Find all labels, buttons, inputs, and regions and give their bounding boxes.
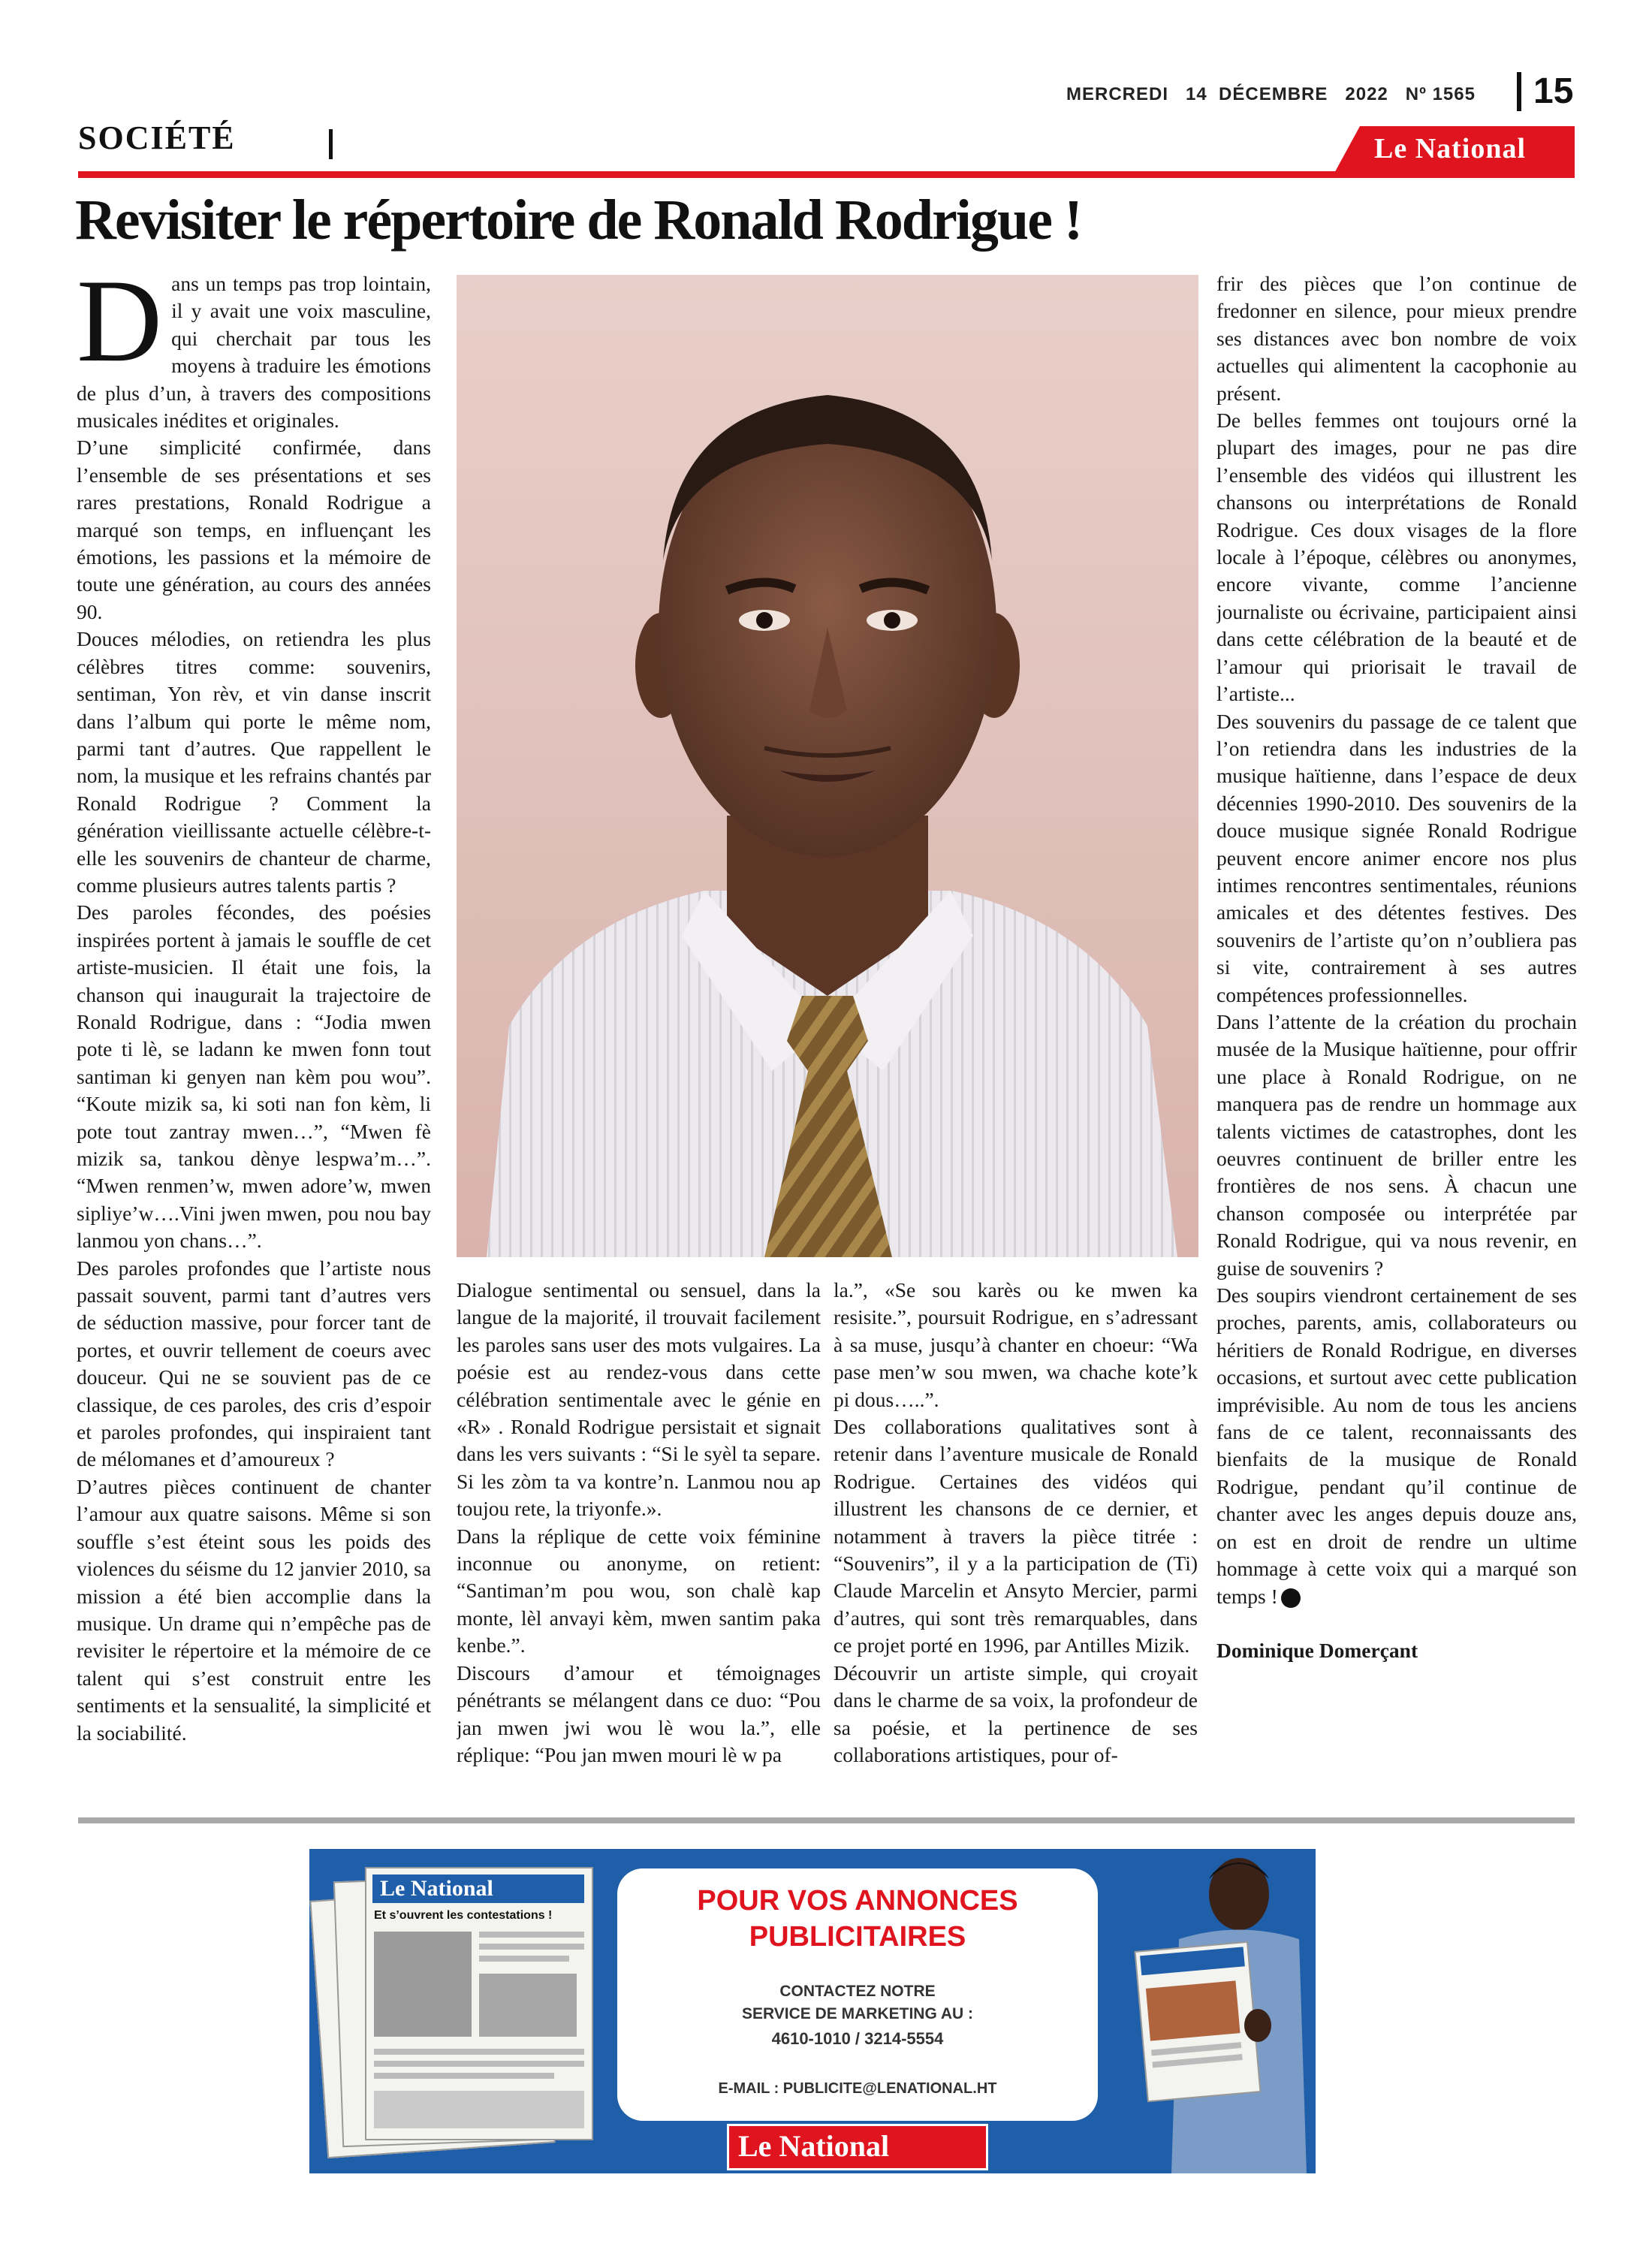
article-column-2 [457, 1277, 821, 1802]
ad-phone-numbers[interactable]: 4610-1010 / 3214-5554 [771, 2029, 944, 2048]
article-column-4 [1216, 270, 1577, 1772]
paper-text-line [479, 1944, 584, 1950]
paragraph: Des collaborations qualitatives sont à retenir dans l’aventure musicale de Ronald Rodrigue. Certaines des vidéos qui illustrent les chansons de ce dernier, et notamment à travers la pièce titrée : “Souvenirs”, il y a la participation de (Ti) Claude Marcelin et Ansyto Mercier, parmi d’autres, qui sont très remarquables, dans ce projet porté en 1996, par Antilles Mizik. [834, 1415, 1198, 1657]
author-byline: Dominique Domerçant [1216, 1638, 1418, 1662]
page-number: 15 [1533, 71, 1574, 111]
paragraph: D’une simplicité confirmée, dans l’ensemble de ses présentations et ses rares prestations, Ronald Rodrigue a marqué son temps, en influençant les émotions, les passions et la mémoire de toute une génération, au cours des années 90. [77, 436, 431, 623]
brand-name: Le National [1374, 133, 1527, 164]
header-divider [1517, 72, 1521, 111]
paper-masthead [372, 1874, 584, 1903]
paper-headline: Et s’ouvrent les contestations ! [374, 1909, 553, 1922]
article-column-3 [834, 1277, 1198, 1802]
section-label: SOCIÉTÉ [78, 119, 236, 156]
paragraph: la.”, «Se sou karès ou ke mwen ka resisite.”, poursuit Rodrigue, en s’adressant à sa muse, jusqu’à chanter en choeur: “Wa pase men’w sou mwen, wa chache kote’k pi dous…..”. [834, 1278, 1198, 1411]
ad-contact-line-2: SERVICE DE MARKETING AU : [741, 2005, 974, 2022]
paper-advert-strip [374, 2091, 584, 2128]
ad-email[interactable]: E-MAIL : PUBLICITE@LENATIONAL.HT [718, 2080, 997, 2097]
paper-text-line [479, 1932, 584, 1938]
paragraph: Dialogue sentimental ou sensuel, dans la langue de la majorité, il trouvait facilement les paroles sans user des mots vulgaires. La poésie est au rendez-vous dans cette célébration sentimentale avec le génie en «R» . Ronald Rodrigue persistait et signait dans les vers suivants : “Si le syèl ta separe. Si les zòm ta va kontre’n. Lanmou nou ap toujou rete, la triyonfe.». [457, 1278, 821, 1521]
paragraph: Dans l’attente de la création du prochain musée de la Musique haïtienne, pour offrir une place à Ronald Rodrigue, on ne manquera pas de rendre un hommage aux talents victimes de catastrophes, dont les oeuvres continuent de briller entre les frontières de nos sens. À chacun une chanson composée ou interprétée par Ronald Rodrigue, qui va nous revenir, en guise de souvenirs ? [1216, 1009, 1577, 1280]
paragraph: Des paroles profondes que l’artiste nous passait souvent, parmi tant d’autres vers de séduction massive, pour forcer tant de portes, et ouvrir tellement de coeurs avec douceur. Qui ne se souvient pas de ce classique, de ces paroles, des cris d’espoir et paroles profondes, qui inspiraient tant de mélomanes et d’amoureux ? [77, 1256, 431, 1471]
paper-brand: Le National [380, 1876, 493, 1901]
paragraph: Des souvenirs du passage de ce talent que l’on retiendra dans les industries de la musique haïtienne, dans l’espace de deux décennies 1990-2010. Des souvenirs de la douce musique signée Ronald Rodrigue peuvent encore animer encore nos plus intimes rencontres sentimentales, réunions amicales et des détentes festives. Des souvenirs de l’artiste qu’on n’oubliera pas si vite, contrairement à ses autres compétences professionnelles. [1216, 709, 1577, 1006]
paper-text-line [374, 2061, 584, 2067]
man-illustration [1126, 1849, 1314, 2173]
footer-rule [78, 1817, 1575, 1823]
paragraph: De belles femmes ont toujours orné la plupart des images, pour ne pas dire l’ensemble des vidéos qui illustrent les chansons ou interprétations de Ronald Rodrigue. Ces doux visages de la flore locale à l’époque, célèbres ou anonymes, encore vivante, comme l’ancienne journaliste ou écrivaine, participaient ainsi dans cette célébration de la beauté et de l’amour qui priorisait le travail de l’artiste... [1216, 409, 1577, 706]
section-divider [329, 129, 333, 159]
paragraph: Des soupirs viendront certainement de ses proches, parents, amis, collaborateurs ou héritiers de Ronald Rodrigue, en diverses occasions, et surtout avec cette publication imprévisible. Au nom de tous les anciens fans de ce talent, reconnaissants des bienfaits de la musique de Ronald Rodrigue, pendant qu’il continue de chanter avec les anges depuis douze ans, on est en droit de rendre un ultime hommage à cette voix qui a marqué son temps ! [1216, 1283, 1577, 1608]
drop-cap: D [77, 270, 163, 387]
article-column-1 [77, 270, 431, 1802]
issue-date: MERCREDI 14 DÉCEMBRE 2022 Nº 1565 [1066, 84, 1476, 104]
paper-photo [479, 1974, 577, 2037]
paragraph: Dans la réplique de cette voix féminine inconnue ou anonyme, on retient: “Santiman’m pou wou, son chalè kap monte, lèl anvayi kèm, mwen santim paka kenbe.”. [457, 1524, 821, 1657]
ad-logo: Le National [727, 2124, 988, 2170]
paragraph: Des paroles fécondes, des poésies inspirées portent à jamais le souffle de cet artiste-musicien. Il était une fois, la chanson qui inaugurait la trajectoire de Ronald Rodrigue, dans : “Jodia mwen pote ti lè, se ladann ke mwen fonn tout santiman ki genyen nan kèm pou wou”. “Koute mizik sa, ki soti nan fon kèm, li pote tout zantray mwen…”, “Mwen fè mizik sa, tankou dènye lespwa’m…”. “Mwen renmen’w, mwen adore’w, mwen sipliye’w….Vini jwen mwen, pou nou bay lanmou yon chans…”. [77, 900, 431, 1253]
paper-text-line [374, 2049, 584, 2055]
paragraph: Discours d’amour et témoignages pénétrants se mélangent dans ce duo: “Pou jan mwen jwi wou lè wou la.”, elle réplique: “Pou jan mwen mouri lè w pa [457, 1660, 821, 1766]
paragraph: Dans un temps pas trop lointain, il y avait une voix masculine, qui cherchait par tous les moyens à traduire les émotions de plus d’un, à travers des compositions musicales inédites et originales. [77, 270, 431, 433]
ad-headline-2: PUBLICITAIRES [749, 1921, 966, 1953]
paragraph: frir des pièces que l’on continue de fredonner en silence, pour mieux prendre ses distances avec bon nombre de voix actuelles qui alimentent la cacophonie au présent. [1216, 272, 1577, 405]
paragraph: D’autres pièces continuent de chanter l’amour aux quatre saisons. Même si son souffle s’est éteint sous les poids des violences du séisme du 12 janvier 2010, sa mission a été bien accomplie dans la musique. Un drame qui n’empêche pas de revisiter le répertoire et la mémoire de ce talent qui s’est construit entre les sentiments et la sensualité, la simplicité et la sociabilité. [77, 1474, 431, 1745]
end-mark-icon [1281, 1588, 1301, 1608]
ad-contact-line-1: CONTACTEZ NOTRE [779, 1983, 936, 2000]
article-title: Revisiter le répertoire de Ronald Rodrigue ! [75, 189, 1082, 252]
paragraph: Douces mélodies, on retiendra les plus célèbres titres comme: souvenirs, sentiman, Yon rèv, et vin danse inscrit dans l’album qui porte le même nom, parmi tant d’autres. Que rappellent le nom, la musique et les refrains chantés par Ronald Rodrigue ? Comment la génération vieillissante actuelle célèbre-t-elle les souvenirs de chanteur de charme, comme plusieurs autres talents partis ? [77, 627, 431, 897]
portrait-illustration [457, 275, 1198, 1257]
paper-text-line [374, 2073, 554, 2079]
ad-man-holding-newspaper [1126, 1849, 1314, 2173]
paper-photo [374, 1932, 472, 2037]
paper-text-line [479, 1956, 569, 1962]
newspaper-front-page [365, 1867, 593, 2140]
portrait-photo [457, 275, 1198, 1257]
paragraph: Découvrir un artiste simple, qui croyait dans le charme de sa voix, la profondeur de sa poésie, et la pertinence de ses collaborations artistiques, pour of- [834, 1660, 1198, 1766]
ad-headline-1: POUR VOS ANNONCES [697, 1885, 1018, 1917]
